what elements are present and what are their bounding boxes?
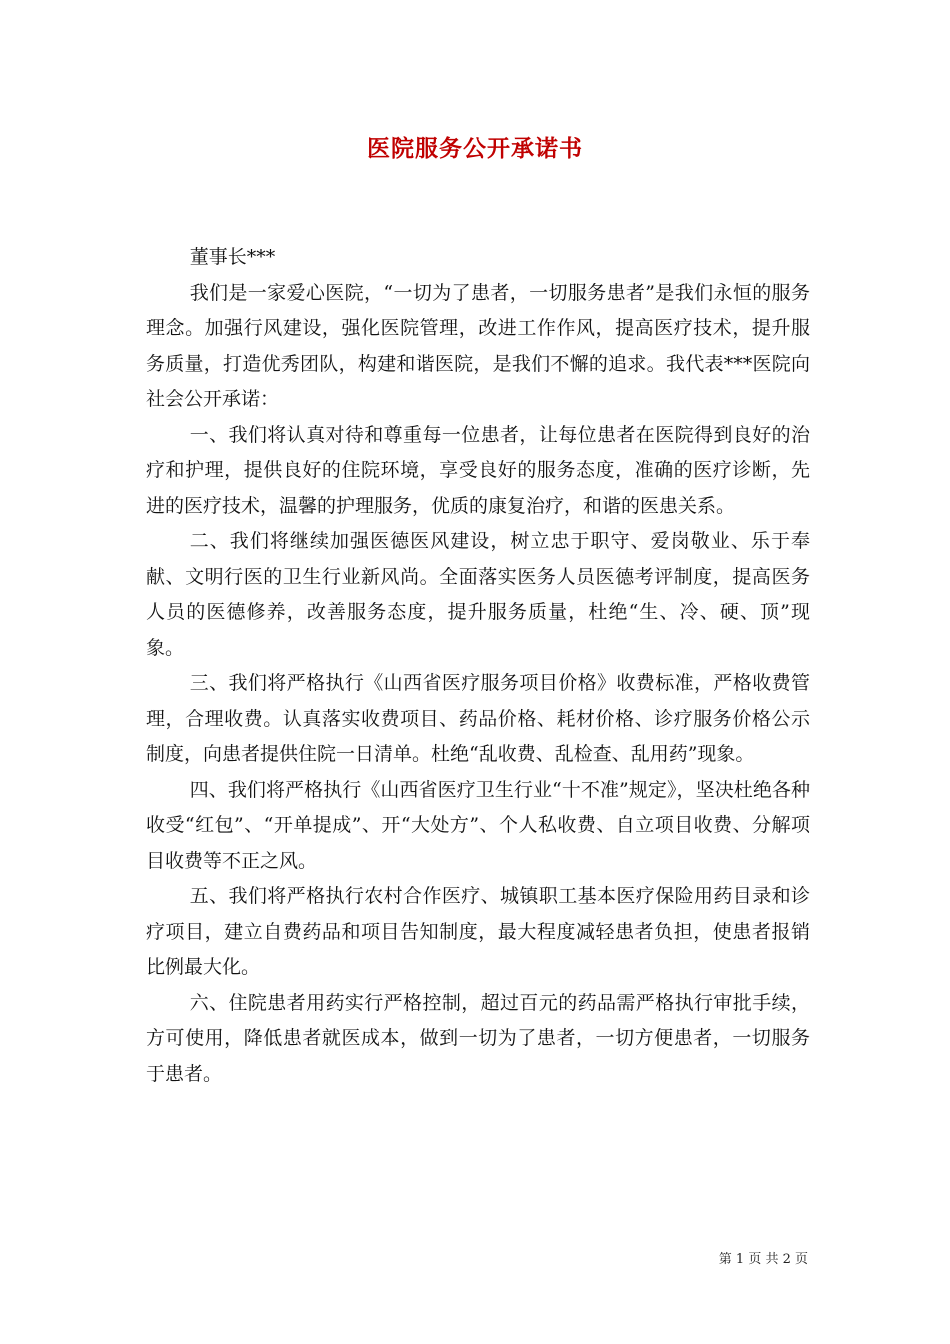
paragraph-pledge-5: 五、我们将严格执行农村合作医疗、城镇职工基本医疗保险用药目录和诊疗项目，建立自费药品和项目告知制度，最大程度减轻患者负担，使患者报销比例最大化。 <box>146 885 810 978</box>
paragraph-pledge-2: 二、我们将继续加强医德医风建设，树立忠于职守、爱岗敬业、乐于奉献、文明行医的卫生行业新风尚。全面落实医务人员医德考评制度，提高医务人员的医德修养，改善服务态度，提升服务质量，杜绝“生、冷、硬、顶”现象。 <box>146 530 810 659</box>
paragraph-intro: 我们是一家爱心医院，“一切为了患者，一切服务患者”是我们永恒的服务理念。加强行风建设，强化医院管理，改进工作作风，提高医疗技术，提升服务质量，打造优秀团队，构建和谐医院，是我们不懈的追求。我代表***医院向社会公开承诺： <box>146 281 810 410</box>
paragraph-pledge-1: 一、我们将认真对待和尊重每一位患者，让每位患者在医院得到良好的治疗和护理，提供良好的住院环境，享受良好的服务态度，准确的医疗诊断，先进的医疗技术，温馨的护理服务，优质的康复治疗，和谐的医患关系。 <box>146 423 810 517</box>
paragraph-pledge-3: 三、我们将严格执行《山西省医疗服务项目价格》收费标准，严格收费管理，合理收费。认真落实收费项目、药品价格、耗材价格、诊疗服务价格公示制度，向患者提供住院一日清单。杜绝“乱收费、乱检查、乱用药”现象。 <box>146 672 810 765</box>
page-number-footer: 第 1 页 共 2 页 <box>718 1252 808 1267</box>
salutation: 董事长*** <box>189 246 276 268</box>
paragraph-pledge-6: 六、住院患者用药实行严格控制，超过百元的药品需严格执行审批手续，方可使用，降低患者就医成本，做到一切为了患者，一切方便患者，一切服务于患者。 <box>146 991 810 1085</box>
document-title: 医院服务公开承诺书 <box>367 135 583 162</box>
document-body <box>146 240 810 1092</box>
paragraph-pledge-4: 四、我们将严格执行《山西省医疗卫生行业“十不准”规定》，坚决杜绝各种收受“红包”、“开单提成”、开“大处方”、个人私收费、自立项目收费、分解项目收费等不正之风。 <box>146 778 810 872</box>
